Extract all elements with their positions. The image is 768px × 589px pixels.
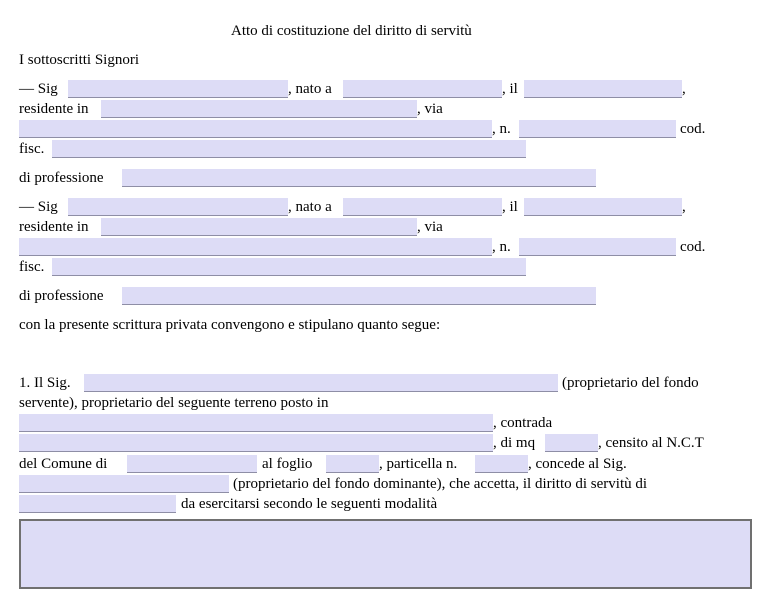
- fisc-label-2: fisc.: [19, 259, 45, 275]
- n-label-1: , n.: [492, 121, 511, 137]
- di-mq-label: , di mq: [493, 435, 536, 451]
- foglio-field[interactable]: [326, 455, 379, 473]
- sig-label-1: — Sig: [19, 81, 58, 97]
- birthdate-field-2[interactable]: [524, 198, 682, 216]
- censito-label: , censito al N.C.T: [598, 435, 704, 451]
- agreement-text: con la presente scrittura privata convengono e stipulano quanto segue:: [19, 317, 441, 333]
- dominante-text: (proprietario del fondo dominante), che accetta, il diritto di servitù di: [233, 476, 648, 492]
- professione-label-2: di professione: [19, 288, 104, 304]
- contrada-field[interactable]: [19, 434, 493, 452]
- land-location-field[interactable]: [19, 414, 493, 432]
- tax-code-field-1[interactable]: [52, 140, 526, 158]
- street-field-1[interactable]: [19, 120, 492, 138]
- fisc-label-1: fisc.: [19, 141, 45, 157]
- via-label-1: , via: [417, 101, 443, 117]
- cod-label-2: cod.: [680, 239, 706, 255]
- residence-field-1[interactable]: [101, 100, 417, 118]
- residente-label-1: residente in: [19, 101, 89, 117]
- sig-label-2: — Sig: [19, 199, 58, 215]
- birthplace-field-1[interactable]: [343, 80, 502, 98]
- sig-name-field-1[interactable]: [68, 80, 288, 98]
- servitude-type-field[interactable]: [19, 495, 176, 513]
- street-number-field-1[interactable]: [519, 120, 676, 138]
- foglio-label: al foglio: [262, 456, 313, 472]
- residente-label-2: residente in: [19, 219, 89, 235]
- sig-name-field-2[interactable]: [68, 198, 288, 216]
- comune-field[interactable]: [127, 455, 257, 473]
- intro-text: I sottoscritti Signori: [19, 52, 139, 68]
- nato-a-label-2: , nato a: [288, 199, 332, 215]
- concede-label: , concede al Sig.: [528, 456, 627, 472]
- esercitarsi-text: da esercitarsi secondo le seguenti modalità: [181, 496, 438, 512]
- servient-owner-field[interactable]: [84, 374, 558, 392]
- comma-2: ,: [682, 199, 686, 215]
- clause1-start: 1. Il Sig.: [19, 375, 71, 391]
- cod-label-1: cod.: [680, 121, 706, 137]
- square-meters-field[interactable]: [545, 434, 598, 452]
- street-number-field-2[interactable]: [519, 238, 676, 256]
- birthdate-field-1[interactable]: [524, 80, 682, 98]
- particella-label: , particella n.: [379, 456, 458, 472]
- comune-label: del Comune di: [19, 456, 108, 472]
- particella-field[interactable]: [475, 455, 528, 473]
- contrada-label: , contrada: [493, 415, 553, 431]
- profession-field-1[interactable]: [122, 169, 596, 187]
- modalities-textarea[interactable]: [19, 519, 752, 589]
- profession-field-2[interactable]: [122, 287, 596, 305]
- il-label-1: , il: [502, 81, 518, 97]
- comma-1: ,: [682, 81, 686, 97]
- street-field-2[interactable]: [19, 238, 492, 256]
- birthplace-field-2[interactable]: [343, 198, 502, 216]
- servente-line: servente), proprietario del seguente terreno posto in: [19, 395, 329, 411]
- dominant-owner-field[interactable]: [19, 475, 229, 493]
- tax-code-field-2[interactable]: [52, 258, 526, 276]
- via-label-2: , via: [417, 219, 443, 235]
- il-label-2: , il: [502, 199, 518, 215]
- residence-field-2[interactable]: [101, 218, 417, 236]
- proprietario-fondo-text: (proprietario del fondo: [562, 375, 699, 391]
- document-title: Atto di costituzione del diritto di servitù: [231, 23, 472, 39]
- professione-label-1: di professione: [19, 170, 104, 186]
- n-label-2: , n.: [492, 239, 511, 255]
- nato-a-label-1: , nato a: [288, 81, 332, 97]
